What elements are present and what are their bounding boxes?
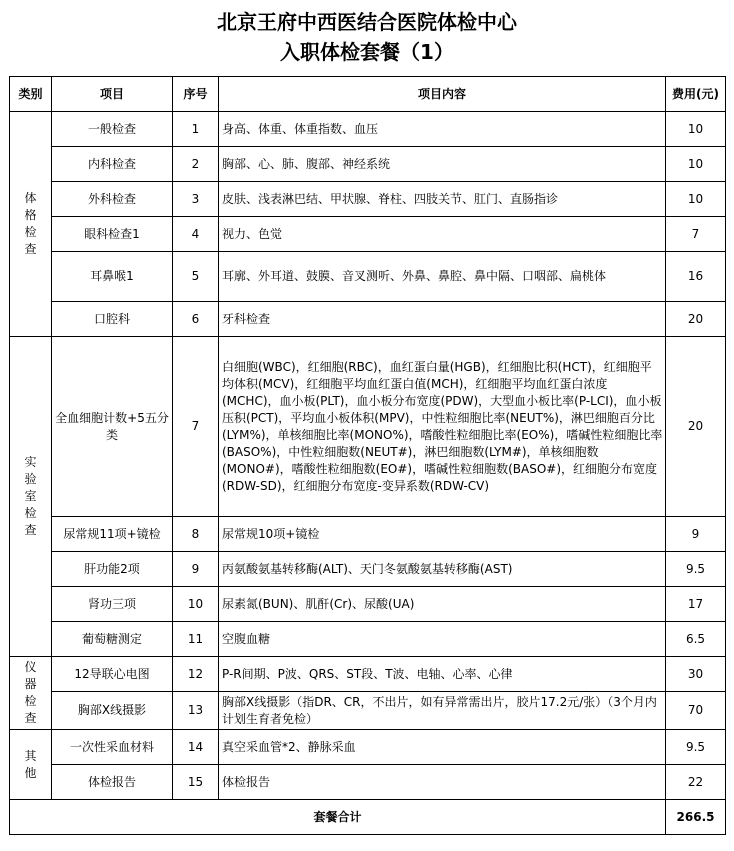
item-cell: 肝功能2项 (52, 552, 173, 587)
no-cell: 9 (173, 552, 219, 587)
table-row (10, 182, 726, 217)
category-cell (10, 112, 52, 337)
table-row (10, 337, 726, 517)
category-label: 其他 (24, 748, 37, 780)
table-row (10, 765, 726, 800)
content-cell: P-R间期、P波、QRS、ST段、T波、电轴、心率、心律 (219, 657, 666, 692)
category-label: 仪器检查 (24, 660, 37, 725)
fee-cell: 7 (666, 217, 726, 252)
fee-cell: 9.5 (666, 552, 726, 587)
table-row (10, 112, 726, 147)
table-row (10, 217, 726, 252)
category-cell (10, 337, 52, 657)
fee-cell: 10 (666, 112, 726, 147)
fee-cell: 20 (666, 337, 726, 517)
no-cell: 12 (173, 657, 219, 692)
no-cell: 6 (173, 302, 219, 337)
fee-cell: 6.5 (666, 622, 726, 657)
no-cell: 4 (173, 217, 219, 252)
no-cell: 8 (173, 517, 219, 552)
fee-cell: 22 (666, 765, 726, 800)
content-cell: 胸部X线摄影（指DR、CR，不出片，如有异常需出片，胶片17.2元/张）（3个月内计划生育者免检） (219, 692, 666, 730)
title-line-2: 入职体检套餐（1） (280, 40, 454, 64)
content-cell: 尿素氮(BUN)、肌酐(Cr)、尿酸(UA) (219, 587, 666, 622)
content-cell: 体检报告 (219, 765, 666, 800)
no-cell: 11 (173, 622, 219, 657)
content-cell: 牙科检查 (219, 302, 666, 337)
item-cell: 眼科检查1 (52, 217, 173, 252)
no-cell: 10 (173, 587, 219, 622)
item-cell: 体检报告 (52, 765, 173, 800)
no-cell: 15 (173, 765, 219, 800)
table-row (10, 302, 726, 337)
item-cell: 尿常规11项+镜检 (52, 517, 173, 552)
no-cell: 5 (173, 252, 219, 302)
content-cell: 空腹血糖 (219, 622, 666, 657)
category-cell (10, 730, 52, 800)
total-label: 套餐合计 (10, 800, 666, 835)
col-header-fee: 费用(元) (666, 77, 726, 112)
table-row (10, 252, 726, 302)
item-cell: 一次性采血材料 (52, 730, 173, 765)
content-cell: 白细胞(WBC)，红细胞(RBC)，血红蛋白量(HGB)，红细胞比积(HCT)，红细胞平均体积(MCV)，红细胞平均血红蛋白值(MCH)，红细胞平均血红蛋白浓度(MCHC)，血小板(PLT)，血小板分布宽度(PDW)，大型血小板比率(P-LCI)，血小板压积(PCT)，平均血小板体积(MPV)，中性粒细胞比率(NEUT%)，淋巴细胞百分比(LYM%)，单核细胞比率(MONO%)，嗜酸性粒细胞比率(EO%)，嗜碱性粒细胞比率(BASO%)，中性粒细胞数(NEUT#)，淋巴细胞数(LYM#)，单核细胞数(MONO#)，嗜酸性粒细胞数(EO#)，嗜碱性粒细胞数(BASO#)，红细胞分布宽度(RDW-SD)，红细胞分布宽度-变异系数(RDW-CV) (219, 337, 666, 517)
fee-cell: 9.5 (666, 730, 726, 765)
item-cell: 一般检查 (52, 112, 173, 147)
content-cell: 丙氨酸氨基转移酶(ALT)、天门冬氨酸氨基转移酶(AST) (219, 552, 666, 587)
fee-cell: 10 (666, 182, 726, 217)
category-label: 体格检查 (24, 191, 37, 256)
exam-package-table (9, 76, 726, 835)
table-row (10, 657, 726, 692)
item-cell: 肾功三项 (52, 587, 173, 622)
col-header-no: 序号 (173, 77, 219, 112)
content-cell: 真空采血管*2、静脉采血 (219, 730, 666, 765)
item-cell: 12导联心电图 (52, 657, 173, 692)
col-header-category: 类别 (10, 77, 52, 112)
col-header-item: 项目 (52, 77, 173, 112)
item-cell: 口腔科 (52, 302, 173, 337)
item-cell: 葡萄糖测定 (52, 622, 173, 657)
col-header-content: 项目内容 (219, 77, 666, 112)
item-cell: 外科检查 (52, 182, 173, 217)
content-cell: 视力、色觉 (219, 217, 666, 252)
item-cell: 胸部X线摄影 (52, 692, 173, 730)
table-row (10, 587, 726, 622)
table-header-row (10, 77, 726, 112)
fee-cell: 70 (666, 692, 726, 730)
item-cell: 内科检查 (52, 147, 173, 182)
table-row (10, 517, 726, 552)
content-cell: 皮肤、浅表淋巴结、甲状腺、脊柱、四肢关节、肛门、直肠指诊 (219, 182, 666, 217)
fee-cell: 17 (666, 587, 726, 622)
item-cell: 耳鼻喉1 (52, 252, 173, 302)
no-cell: 2 (173, 147, 219, 182)
fee-cell: 10 (666, 147, 726, 182)
content-cell: 尿常规10项+镜检 (219, 517, 666, 552)
fee-cell: 20 (666, 302, 726, 337)
table-row (10, 622, 726, 657)
total-row (10, 800, 726, 835)
item-cell: 全血细胞计数+5五分类 (52, 337, 173, 517)
category-label: 实验室检查 (24, 455, 37, 537)
no-cell: 14 (173, 730, 219, 765)
table-row (10, 147, 726, 182)
category-cell (10, 657, 52, 730)
fee-cell: 16 (666, 252, 726, 302)
no-cell: 1 (173, 112, 219, 147)
table-row (10, 552, 726, 587)
table-row (10, 692, 726, 730)
content-cell: 耳廓、外耳道、鼓膜、音叉测听、外鼻、鼻腔、鼻中隔、口咽部、扁桃体 (219, 252, 666, 302)
no-cell: 7 (173, 337, 219, 517)
no-cell: 13 (173, 692, 219, 730)
title-line-1: 北京王府中西医结合医院体检中心 (217, 10, 517, 34)
table-row (10, 730, 726, 765)
content-cell: 身高、体重、体重指数、血压 (219, 112, 666, 147)
no-cell: 3 (173, 182, 219, 217)
content-cell: 胸部、心、肺、腹部、神经系统 (219, 147, 666, 182)
total-value: 266.5 (666, 800, 726, 835)
fee-cell: 30 (666, 657, 726, 692)
fee-cell: 9 (666, 517, 726, 552)
